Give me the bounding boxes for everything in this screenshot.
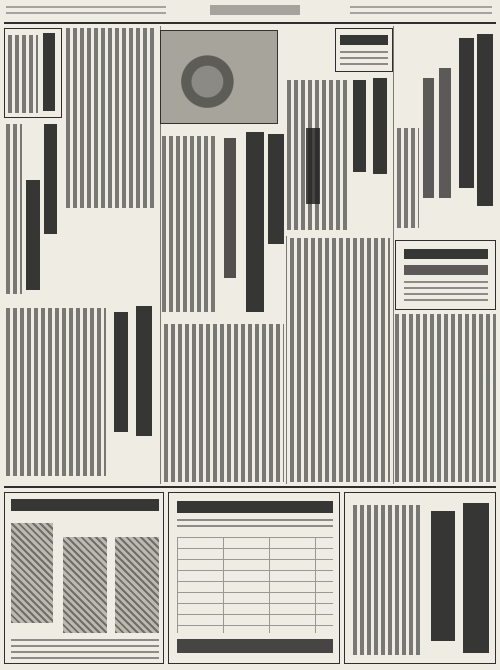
right-bottom-ad <box>344 492 496 664</box>
column-rule-left <box>160 26 161 484</box>
left-column-text <box>66 28 156 208</box>
left-top-article <box>4 28 62 118</box>
masthead <box>0 0 500 22</box>
crowd-accident-article <box>160 130 290 320</box>
right-lead-article <box>395 28 496 238</box>
column-rule-center <box>286 236 287 484</box>
western-gate-article <box>302 128 326 208</box>
masthead-rule <box>4 22 496 24</box>
right-middle-notice <box>395 240 496 310</box>
column-rule-right <box>393 26 394 484</box>
left-bottom-ad <box>4 492 164 664</box>
left-middle-article <box>4 120 62 300</box>
news-photo <box>160 30 278 124</box>
agricultural-banner <box>335 28 393 72</box>
ad-band-rule <box>4 486 496 488</box>
right-column-text <box>395 314 496 482</box>
center-body-text <box>164 324 284 482</box>
center-right-body-text <box>290 238 390 482</box>
center-price-table-ad <box>168 492 340 664</box>
bottom-left-story <box>4 302 160 482</box>
